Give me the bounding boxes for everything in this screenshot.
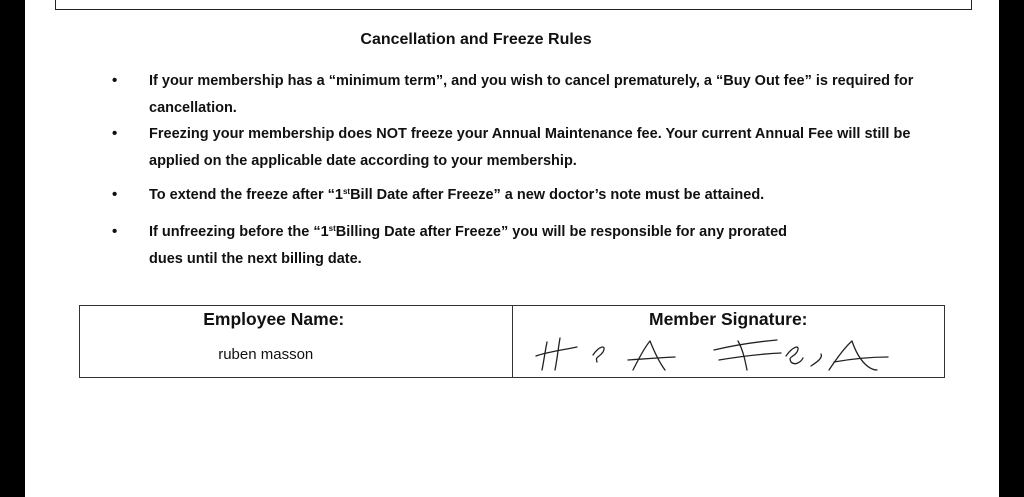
bullet-icon: • [112,186,118,203]
rule-item-2 [112,121,950,174]
signature-table [79,305,945,378]
previous-section-box [55,0,972,10]
handwritten-signature [533,332,893,377]
bullet-icon: • [112,223,118,240]
employee-cell [80,306,513,378]
member-signature-label: Member Signature: [649,309,808,329]
rule-item-4 [112,219,790,272]
section-heading: Cancellation and Freeze Rules [360,31,592,48]
rule-item-1 [112,68,950,121]
rule-text: Freezing your membership does NOT freeze your Annual Maintenance fee. Your current Annual Fee will still be applied on the applicable date according to your membership. [149,126,911,169]
bullet-icon: • [112,72,118,89]
employee-name-label: Employee Name: [203,309,345,329]
document-page [25,0,999,497]
bullet-icon: • [112,125,118,142]
employee-name-value: ruben masson [218,346,314,363]
rule-item-3 [112,182,950,209]
rule-text: If unfreezing before the “1stBilling Date after Freeze” you will be responsible for any prorated dues until the next billing date. [149,224,788,267]
rule-text: If your membership has a “minimum term”, and you wish to cancel prematurely, a “Buy Out fee” is required for cancellation. [149,73,914,116]
rule-text: To extend the freeze after “1stBill Date after Freeze” a new doctor’s note must be attained. [149,187,765,203]
member-signature-cell [512,306,945,378]
